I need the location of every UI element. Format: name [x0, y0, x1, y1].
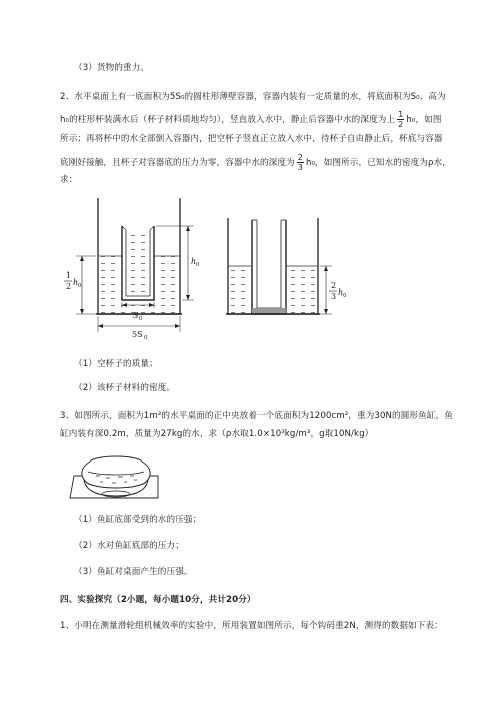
label-half-num: 1	[66, 271, 72, 280]
fraction-one-half: $\frac{1}{2}$	[398, 110, 404, 129]
fishbowl-figure	[66, 446, 166, 504]
q2-line4	[60, 153, 451, 172]
right-container-diagram	[226, 218, 320, 314]
label-twothirds-den: 3	[331, 292, 337, 301]
q2-part2: （2）该杯子材料的密度。	[74, 383, 176, 393]
label-twothirds-h-sub: 0	[343, 293, 347, 299]
label-twothirds-h: h	[338, 288, 344, 297]
section4-q1-line1: 1、小明在测量滑轮组机械效率的实验中，所用装置如图所示，每个钩码重2N，测得的数据如下表：	[60, 621, 443, 631]
q1-part3: （3）货物的重力。	[74, 63, 150, 73]
q2-line2	[60, 110, 442, 129]
label-cup-area: S	[133, 311, 139, 320]
q2-line1: 2、水平桌面上有一底面积为5S₀的圆柱形薄壁容器，容器内装有一定质量的水，将底面积为S₀、高为	[60, 92, 446, 102]
label-twothirds-num: 2	[331, 281, 337, 290]
label-cup-area-sub: 0	[139, 316, 143, 322]
q2-line4-start: 底刚好接触，且杯子对容器底的压力为零，容器中水的深度为	[60, 158, 295, 168]
q3-part1: （1）鱼缸底部受到的水的压强；	[74, 515, 202, 525]
label-container-area-sub: 0	[144, 335, 148, 340]
right-dimension-lines	[320, 266, 332, 314]
q2-line4-end: h₀，如图所示，已知水的密度为ρ水，	[305, 158, 451, 168]
q2-line3: 所示；再将杯中的水全部倒入容器内，把空杯子竖直正立放入水中，待杯子自由静止后，杯底与容器	[60, 134, 443, 144]
q3-line1: 3、如图所示，面积为1m²的水平桌面的正中央放着一个底面积为1200cm²，重为30N的圆形鱼缸，鱼	[60, 411, 453, 421]
label-half-den: 2	[66, 282, 72, 291]
label-cup-height: h	[191, 257, 197, 266]
label-half-h: h	[73, 278, 79, 287]
fraction-two-thirds: $\frac{2}{3}$	[297, 153, 303, 172]
right-figure-labels	[329, 281, 347, 301]
q2-part1: （1）空杯子的质量；	[74, 359, 158, 369]
label-container-area: 5S	[132, 330, 143, 339]
q3-part3: （3）鱼缸对桌面产生的压强。	[74, 567, 193, 577]
q2-line5: 求：	[60, 175, 78, 185]
left-container-diagram	[96, 198, 182, 314]
q2-line2-end: h₀，如图	[406, 115, 442, 125]
label-half-h-sub: 0	[78, 283, 82, 289]
section4-heading: 四、实验探究（2小题，每小题10分，共计20分）	[60, 595, 256, 605]
q3-part2: （2）水对鱼缸底部的压力；	[74, 541, 184, 551]
q2-line2-start: h₀的柱形杯装满水后（杯子材料质地均匀），竖直放入水中，静止后容器中水的深度为上	[60, 115, 396, 125]
q3-line2: 缸内装有深0.2m，质量为27kg的水，求（ρ水取1.0×10³kg/m³，g取10N/kg）	[60, 429, 374, 439]
cup-in-container-figure	[60, 190, 360, 340]
label-cup-height-sub: 0	[196, 262, 200, 268]
